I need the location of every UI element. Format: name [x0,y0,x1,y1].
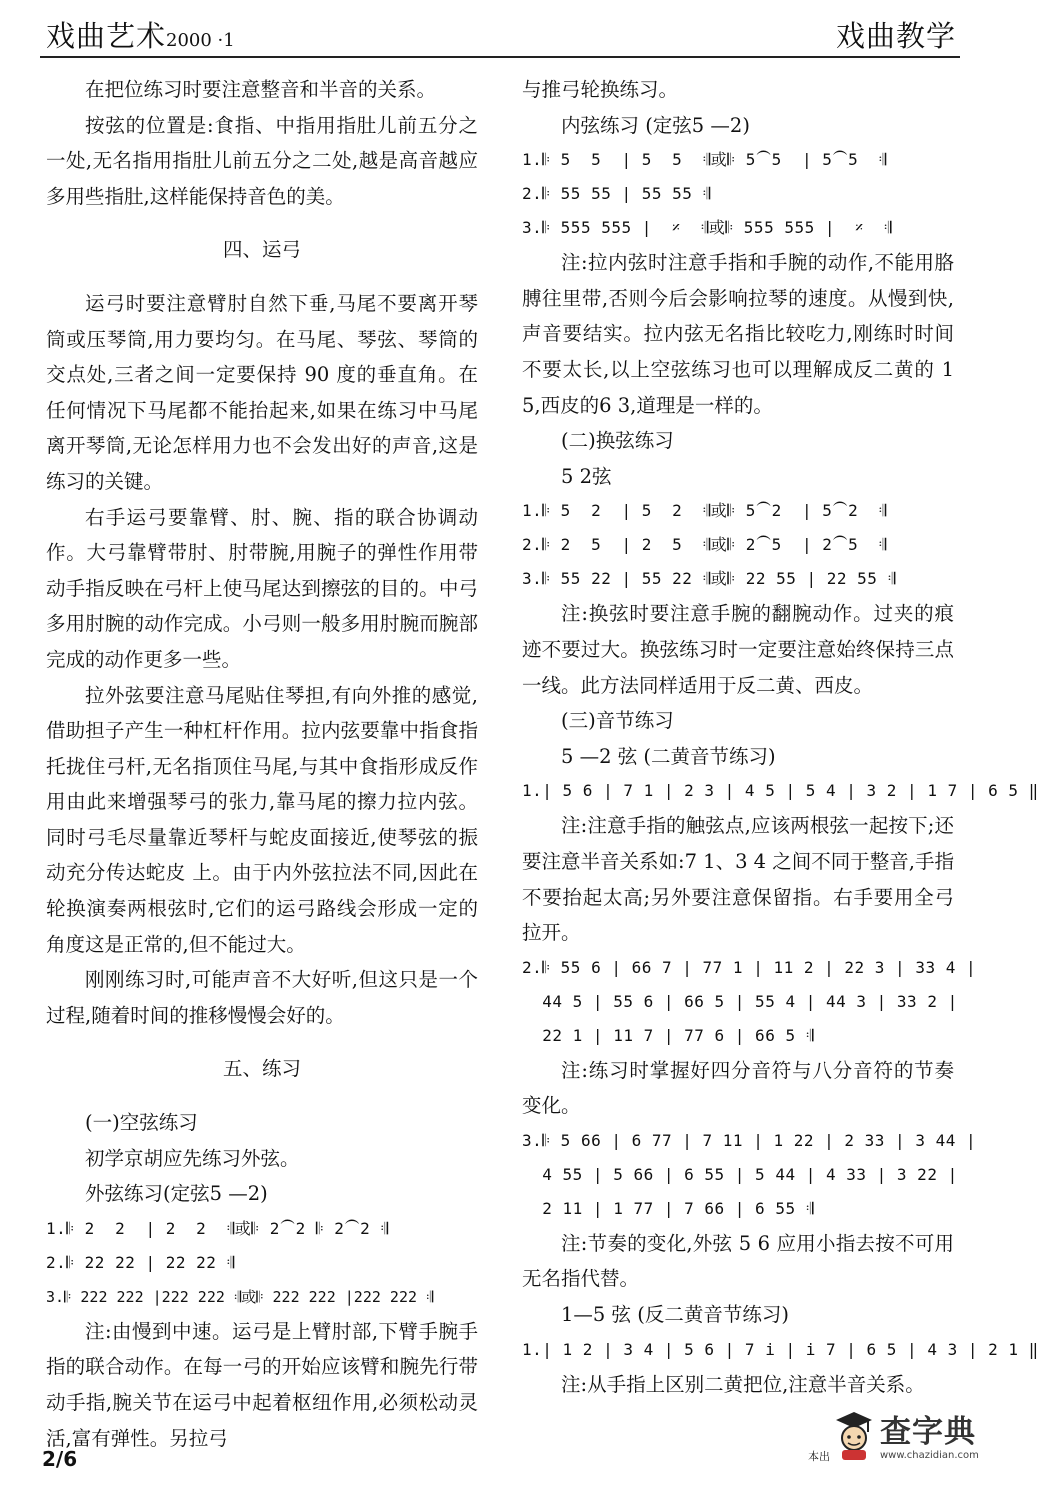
note-paragraph: 注:练习时掌握好四分音符与八分音符的节奏变化。 [522,1058,954,1118]
notation-line: 2.𝄆 2 5 | 2 5 𝄇或𝄆 2⁀5 | 2⁀5 𝄇 [522,535,887,555]
notation-line: 2.𝄆 22 22 | 22 22 𝄇 [46,1252,235,1272]
right-column [522,72,1039,1402]
notation-line: 3.𝄆 55 22 | 55 22 𝄇或𝄆 22 55 | 22 55 𝄇 [522,569,896,589]
section-title: 戏曲教学 [835,19,956,53]
notation-line: 1.𝄆 5 5 | 5 5 𝄇或𝄆 5⁀5 | 5⁀5 𝄇 [522,150,887,170]
subheading: 5 2弦 [561,464,612,488]
notation-line: 2 11 | 1 77 | 7 66 | 6 55 𝄇 [522,1198,814,1218]
subheading: (三)音节练习 [561,709,674,733]
subheading: (二)换弦练习 [561,429,674,453]
site-logo[interactable] [832,1400,988,1478]
note-paragraph: 注:节奏的变化,外弦 5 6 应用小指去按不可用无名指代替。 [522,1231,954,1291]
journal-title [46,14,235,55]
subheading: 内弦练习 (定弦5 —2) [561,113,750,137]
notation-line: 1.𝄆 5 2 | 5 2 𝄇或𝄆 5⁀2 | 5⁀2 𝄇 [522,501,887,521]
footer-mark: 本出 [808,1450,830,1463]
notation-line: 44 5 | 55 6 | 66 5 | 55 4 | 44 3 | 33 2 | [522,991,958,1011]
notation-line: 22 1 | 11 7 | 77 6 | 66 5 𝄇 [522,1025,814,1045]
notation-line: 1.𝄆 2 2 | 2 2 𝄇或𝄆 2⁀2 𝄆 2⁀2 𝄇 [46,1218,389,1238]
notation-line: 1.| 1 2 | 3 4 | 5 6 | 7 i | i 7 | 6 5 | 4 3 | 2 1 ‖ [522,1339,1039,1359]
subheading: 初学京胡应先练习外弦。 [85,1146,300,1170]
subheading: 外弦练习(定弦5 —2) [85,1182,268,1206]
paragraph: 按弦的位置是:食指、中指用指肚儿前五分之一处,无名指用指肚儿前五分之二处,越是高音越应多用些指肚,这样能保持音色的美。 [46,113,478,208]
issue-number: 2000 ·1 [166,30,235,51]
left-column [46,72,478,1456]
notation-line: 2.𝄆 55 6 | 66 7 | 77 1 | 11 2 | 22 3 | 33 4 | [522,957,977,977]
note-paragraph: 注:注意手指的触弦点,应该两根弦一起按下;还要注意半音关系如:7 1、3 4 之间不同于整音,手指不要抬起太高;另外要注意保留指。右手要用全弓拉开。 [522,814,954,945]
notation-line: 3.𝄆 5 66 | 6 77 | 7 11 | 1 22 | 2 33 | 3 44 | [522,1130,977,1150]
note-paragraph: 注:拉内弦时注意手指和手腕的动作,不能用胳膊往里带,否则今后会影响拉琴的速度。从慢到快,声音要结实。拉内弦无名指比较吃力,刚练时时间不要太长,以上空弦练习也可以理解成反二黄的 1 5,西皮的6 3,道理是一样的。 [522,251,954,417]
page-header [40,8,960,58]
page-number: 2/6 [42,1447,78,1471]
journal-name: 戏曲艺术 [46,19,167,53]
notation-line: 3.𝄆 555 555 | 𝄎 𝄇或𝄆 555 555 | 𝄎 𝄇 [522,218,893,238]
logo-text: 查字典 [880,1414,976,1450]
section-heading-bowing: 四、运弓 [222,238,301,262]
section-heading-practice: 五、练习 [222,1057,301,1081]
paragraph: 在把位练习时要注意整音和半音的关系。 [85,78,437,101]
notation-line: 3.𝄆 222 222 |222 222 𝄇或𝄆 222 222 |222 222 𝄇 [46,1287,434,1306]
notation-line: 1.| 5 6 | 7 1 | 2 3 | 4 5 | 5 4 | 3 2 | 1 7 | 6 5 ‖ [522,781,1039,801]
subheading: (一)空弦练习 [85,1111,198,1135]
paragraph: 刚刚练习时,可能声音不大好听,但这只是一个过程,随着时间的推移慢慢会好的。 [46,968,478,1027]
subheading: 1—5 弦 (反二黄音节练习) [561,1303,789,1327]
paragraph: 拉外弦要注意马尾贴住琴担,有向外推的感觉,借助担子产生一种杠杆作用。拉内弦要靠中指食指托拢住弓杆,无名指顶住马尾,与其中食指形成反作用由此来增强琴弓的张力,靠马尾的擦力拉内弦。同时弓毛尽量靠近琴杆与蛇皮面接近,使琴弦的振动充分传达蛇皮 上。由于内外弦拉法不同,因此在轮换演奏两根弦时,它们的运弓路线会形成一定的角度这是正常的,但不能过大。 [46,683,478,956]
note-paragraph: 注:由慢到中速。运弓是上臂肘部,下臂手腕手指的联合动作。在每一弓的开始应该臂和腕先行带动手指,腕关节在运弓中起着枢纽作用,必须松动灵活,富有弹性。另拉弓 [46,1319,478,1450]
note-paragraph: 注:换弦时要注意手腕的翻腕动作。过夹的痕迹不要过大。换弦练习时一定要注意始终保持三点一线。此方法同样适用于反二黄、西皮。 [522,602,954,697]
notation-line: 4 55 | 5 66 | 6 55 | 5 44 | 4 33 | 3 22 | [522,1164,958,1184]
logo-url: www.chazidian.com [880,1450,979,1461]
paragraph: 右手运弓要靠臂、肘、腕、指的联合协调动作。大弓靠臂带肘、肘带腕,用腕子的弹性作用带动手指反映在弓杆上使马尾达到擦弦的目的。中弓多用肘腕的动作完成。小弓则一般多用肘腕而腕部 完成的动作更多一些。 [46,505,478,671]
paragraph: 运弓时要注意臂肘自然下垂,马尾不要离开琴筒或压琴筒,用力要均匀。在马尾、琴弦、琴筒的交点处,三者之间一定要保持 90 度的垂直角。在任何情况下马尾都不能抬起来,如果在练习中马尾离开琴筒,无论怎样用力也不会发出好的声音,这是练习的关键。 [46,291,478,493]
notation-line: 2.𝄆 55 55 | 55 55 𝄇 [522,184,711,204]
paragraph: 与推弓轮换练习。 [522,78,679,101]
note-paragraph: 注:从手指上区别二黄把位,注意半音关系。 [561,1372,925,1396]
subheading: 5 —2 弦 (二黄音节练习) [561,744,776,768]
scholar-icon [832,1404,876,1460]
